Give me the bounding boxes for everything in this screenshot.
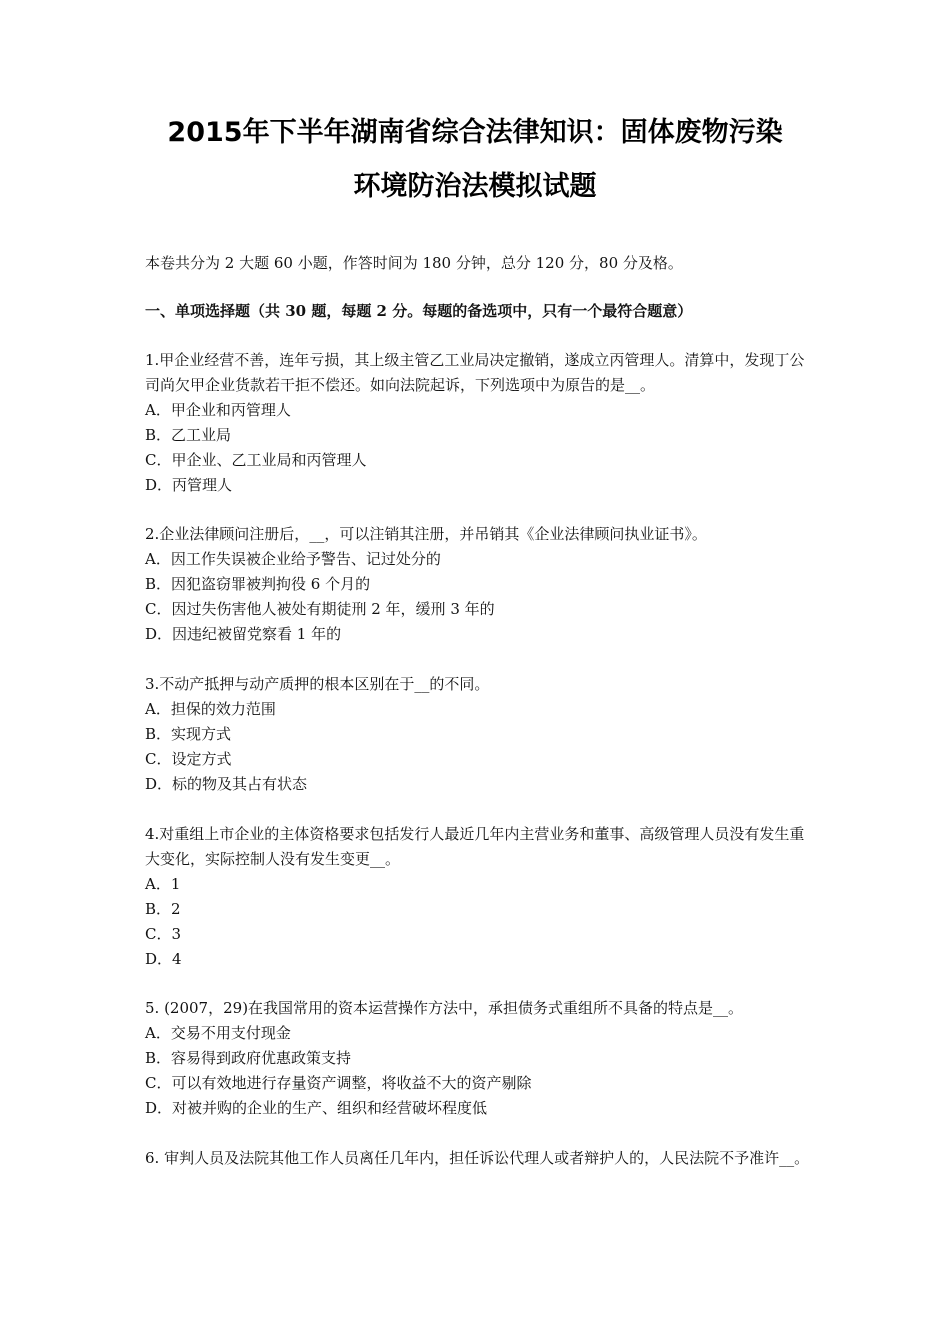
option-c: C．因过失伤害他人被处有期徒刑 2 年，缓刑 3 年的 — [145, 600, 495, 618]
document-title-line-2: 环境防治法模拟试题 — [353, 171, 597, 202]
option-c: C．3 — [145, 925, 182, 943]
option-a: A．1 — [145, 875, 181, 893]
option-b: B．因犯盗窃罪被判拘役 6 个月的 — [145, 575, 371, 593]
option-d: D．因违纪被留党察看 1 年的 — [145, 625, 342, 643]
question-stem: 4.对重组上市企业的主体资格要求包括发行人最近几年内主营业务和董事、高级管理人员没有发生重大变化，实际控制人没有发生变更__。 — [145, 825, 805, 868]
question-stem: 6. 审判人员及法院其他工作人员离任几年内，担任诉讼代理人或者辩护人的，人民法院不予准许__。 — [145, 1149, 810, 1167]
question-6 — [145, 1146, 815, 1171]
section-heading: 一、单项选择题（共 30 题，每题 2 分。每题的备选项中，只有一个最符合题意） — [145, 302, 693, 320]
option-a: A．甲企业和丙管理人 — [145, 401, 291, 419]
question-3 — [145, 672, 815, 797]
question-5 — [145, 996, 815, 1121]
option-c: C．设定方式 — [145, 750, 232, 768]
question-stem: 2.企业法律顾问注册后，__，可以注销其注册，并吊销其《企业法律顾问执业证书》。 — [145, 525, 707, 543]
option-a: A．交易不用支付现金 — [145, 1024, 291, 1042]
option-c: C．甲企业、乙工业局和丙管理人 — [145, 451, 367, 469]
question-1 — [145, 348, 815, 498]
question-stem: 5. (2007，29)在我国常用的资本运营操作方法中，承担债务式重组所不具备的特点是__。 — [145, 999, 744, 1017]
question-4 — [145, 822, 815, 972]
document-title-line-1: 2015年下半年湖南省综合法律知识：固体废物污染 — [167, 117, 783, 148]
option-a: A．担保的效力范围 — [145, 700, 276, 718]
question-2 — [145, 522, 815, 647]
option-d: D．对被并购的企业的生产、组织和经营破坏程度低 — [145, 1099, 488, 1117]
option-b: B．2 — [145, 900, 181, 918]
option-d: D．4 — [145, 950, 182, 968]
option-b: B．实现方式 — [145, 725, 232, 743]
question-stem: 3.不动产抵押与动产质押的根本区别在于__的不同。 — [145, 675, 490, 693]
exam-intro: 本卷共分为 2 大题 60 小题，作答时间为 180 分钟，总分 120 分，80 分及格。 — [145, 254, 683, 272]
option-a: A．因工作失误被企业给予警告、记过处分的 — [145, 550, 441, 568]
option-c: C．可以有效地进行存量资产调整，将收益不大的资产剔除 — [145, 1074, 532, 1092]
option-d: D．丙管理人 — [145, 476, 233, 494]
question-stem: 1.甲企业经营不善，连年亏损，其上级主管乙工业局决定撤销，遂成立丙管理人。清算中，发现丁公司尚欠甲企业货款若干拒不偿还。如向法院起诉，下列选项中为原告的是__。 — [145, 351, 805, 394]
option-b: B．乙工业局 — [145, 426, 232, 444]
option-b: B．容易得到政府优惠政策支持 — [145, 1049, 352, 1067]
option-d: D．标的物及其占有状态 — [145, 775, 308, 793]
